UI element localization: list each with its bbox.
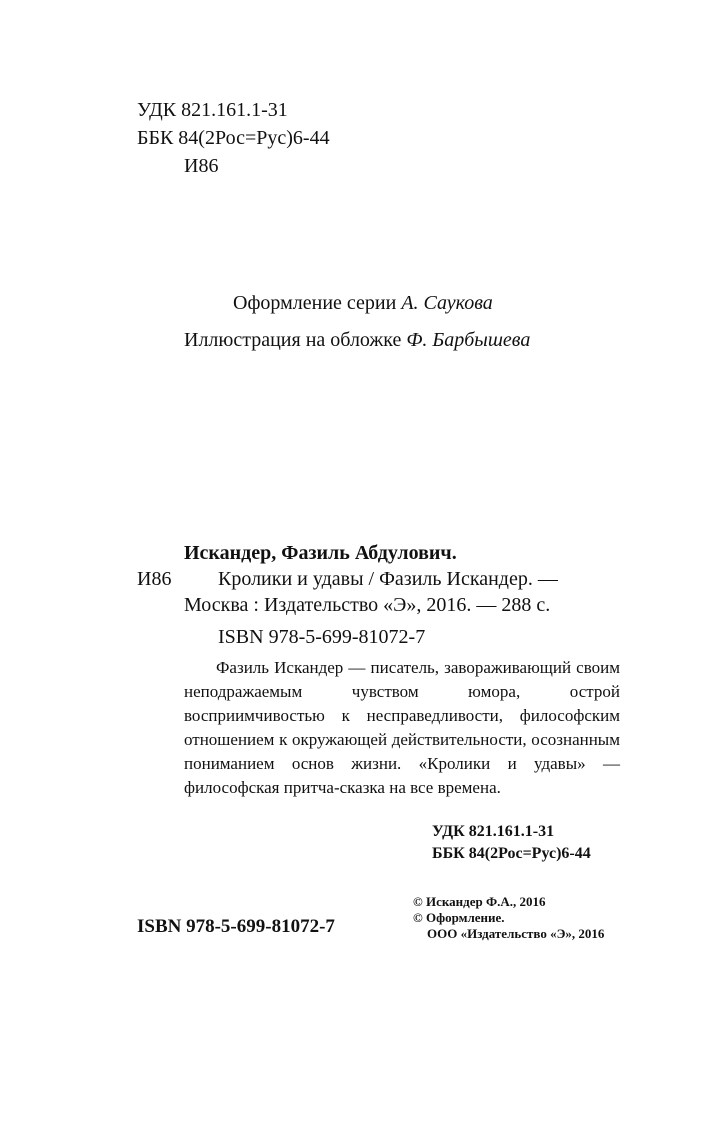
title-line: Кролики и удавы / Фазиль Искандер. — (218, 568, 558, 590)
author-mark: И86 (184, 155, 219, 177)
record-author-mark: И86 (137, 568, 172, 590)
cover-illustration-name: Ф. Барбышева (406, 329, 531, 351)
copyright-publisher: ООО «Издательство «Э», 2016 (427, 926, 605, 941)
series-design-credit (233, 290, 493, 316)
footer-bbk-code: ББК 84(2Рос=Рус)6-44 (432, 845, 591, 862)
series-design-name: А. Саукова (401, 292, 493, 314)
cover-illustration-credit (184, 327, 530, 353)
footer-isbn: ISBN 978-5-699-81072-7 (137, 916, 335, 937)
cover-illustration-prefix: Иллюстрация на обложке (184, 329, 402, 351)
udk-code: УДК 821.161.1-31 (137, 99, 288, 121)
bbk-code: ББК 84(2Рос=Рус)6-44 (137, 127, 330, 149)
copyright-design: © Оформление. (413, 910, 505, 925)
series-design-prefix: Оформление серии (233, 292, 397, 314)
record-isbn: ISBN 978-5-699-81072-7 (218, 626, 426, 648)
book-annotation: Фазиль Искандер — писатель, завораживающий своим неподражаемым чувством юмора, острой восприимчивостью к несправедливости, философским отношением к окружающей действительности, осознанным пониманием основ жизни. «Кролики и удавы» — философская притча-сказка на все времена. (184, 658, 620, 797)
publication-line: Москва : Издательство «Э», 2016. — 288 с. (184, 594, 551, 616)
copyright-author: © Искандер Ф.А., 2016 (413, 894, 546, 909)
author-heading: Искандер, Фазиль Абдулович. (184, 542, 457, 564)
footer-udk-code: УДК 821.161.1-31 (432, 823, 555, 840)
